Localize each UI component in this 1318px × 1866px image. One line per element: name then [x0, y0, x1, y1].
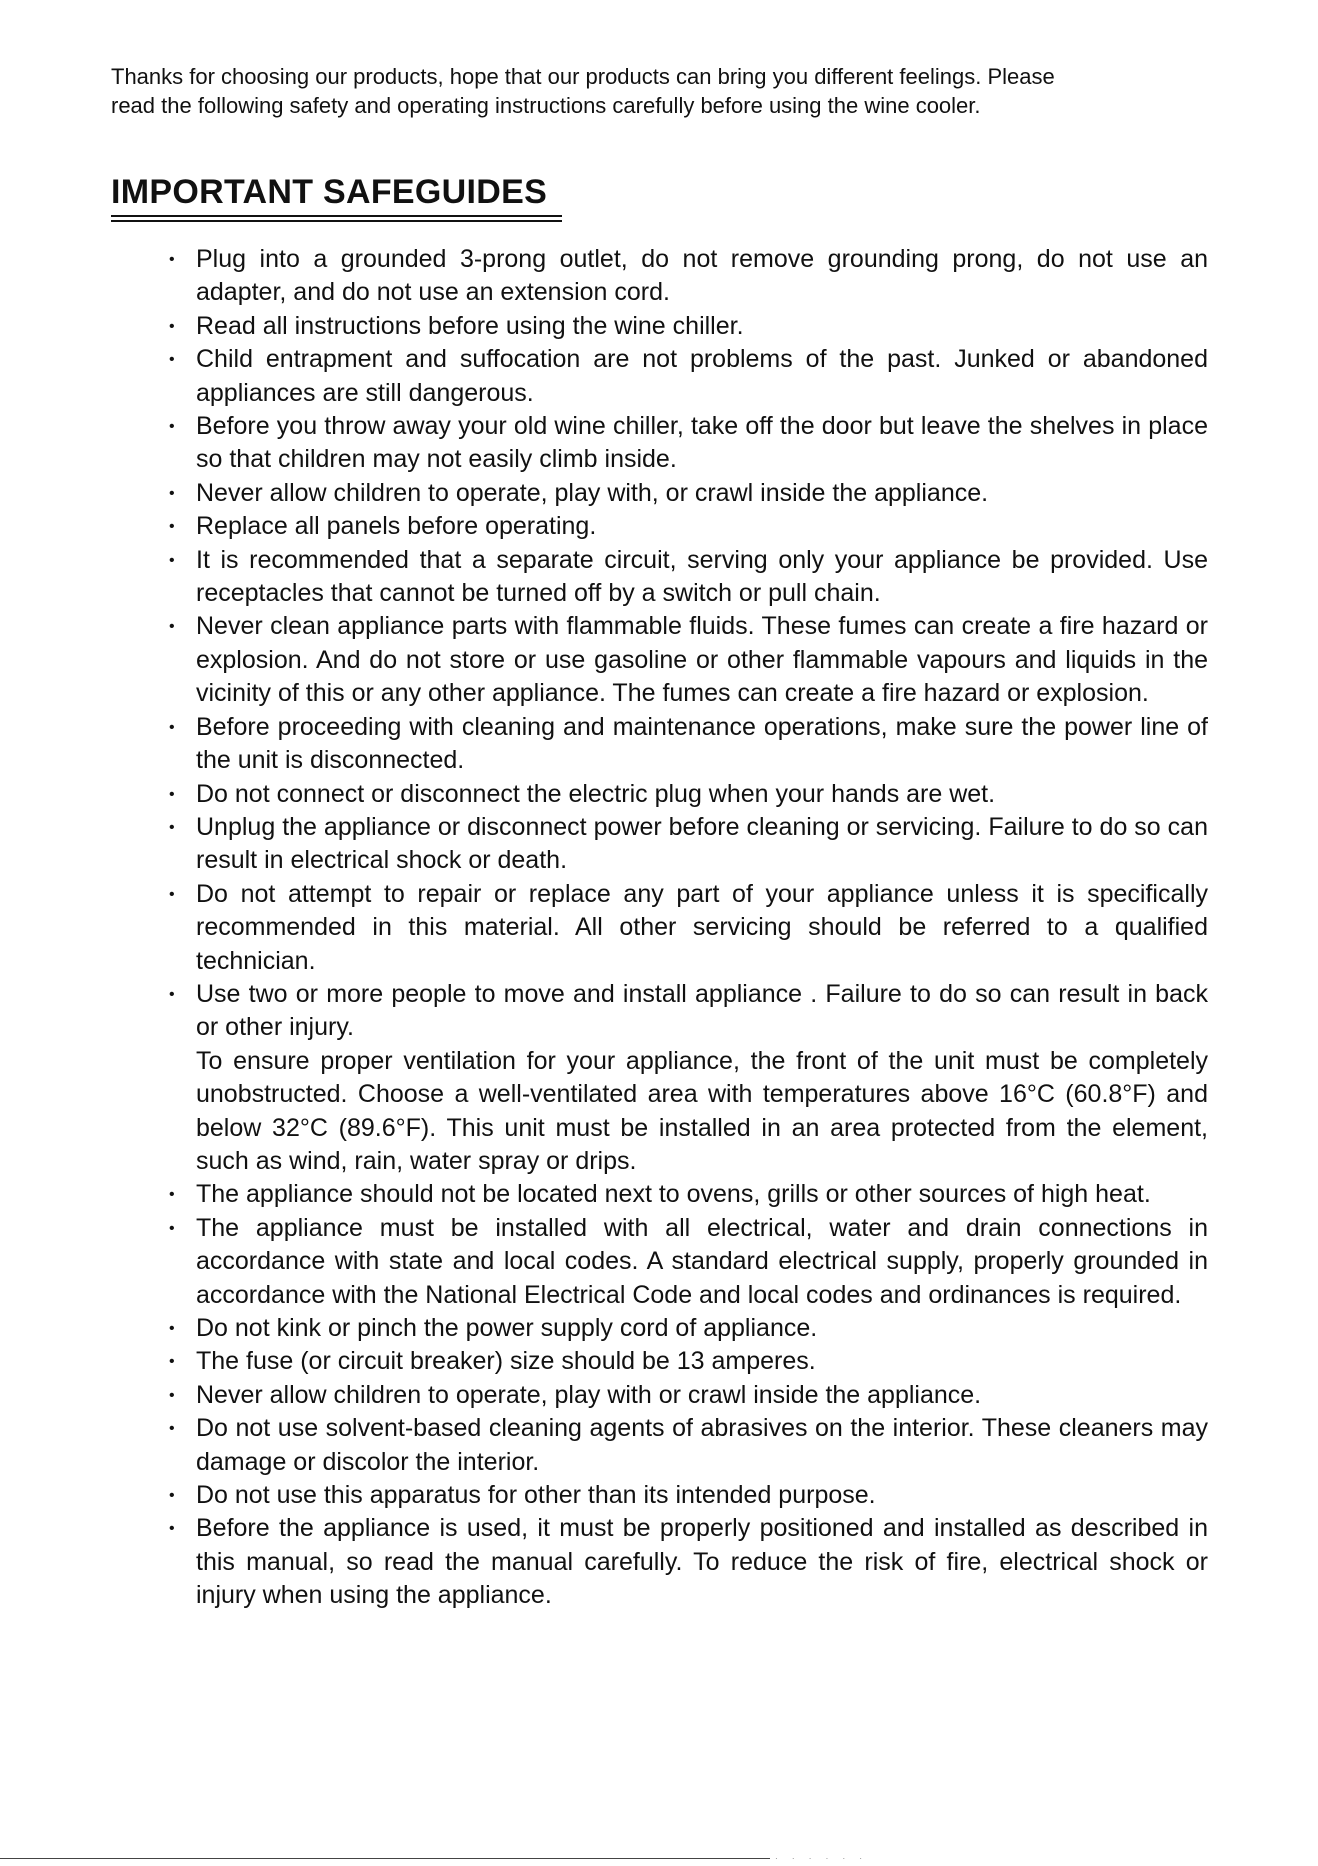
bullet-dot-icon: •	[169, 551, 175, 569]
safeguard-item	[169, 978, 1208, 1045]
safeguard-item-text: Use two or more people to move and install appliance . Failure to do so can result in back or other injury.	[196, 979, 1208, 1042]
bullet-dot-icon: •	[169, 718, 175, 736]
bullet-dot-icon: •	[169, 818, 175, 836]
bullet-dot-icon: •	[169, 1386, 175, 1404]
safeguard-item	[169, 544, 1208, 611]
safeguard-item-text: Unplug the appliance or disconnect power before cleaning or servicing. Failure to do so can result in electrical shock or death.	[196, 812, 1208, 875]
safeguard-item	[169, 1412, 1208, 1479]
safeguard-item	[169, 1178, 1208, 1211]
safeguard-item	[169, 310, 1208, 343]
heading-underline	[111, 215, 562, 217]
safeguard-item-text: Before the appliance is used, it must be properly positioned and installed as described in this manual, so read the manual carefully. To reduce the risk of fire, electrical shock or injury when using the appliance.	[196, 1514, 1208, 1610]
safeguard-item-text: The appliance should not be located next to ovens, grills or other sources of high heat.	[196, 1180, 1151, 1209]
bullet-dot-icon: •	[169, 1520, 175, 1538]
bullet-dot-icon: •	[169, 1186, 175, 1204]
safeguard-item-text: Do not connect or disconnect the electric plug when your hands are wet.	[196, 779, 996, 808]
heading-underline-double	[111, 220, 562, 222]
safeguard-item-text: Never allow children to operate, play with, or crawl inside the appliance.	[196, 478, 989, 507]
safeguard-item	[169, 1212, 1208, 1312]
bullet-dot-icon: •	[169, 1320, 175, 1337]
intro-line-2: read the following safety and operating instructions carefully before using the wine cooler.	[111, 93, 981, 118]
bullet-dot-icon: •	[169, 885, 175, 903]
bullet-dot-icon: •	[169, 251, 175, 268]
bullet-dot-icon: •	[169, 1487, 175, 1505]
safeguard-item-text: Never allow children to operate, play with or crawl inside the appliance.	[196, 1380, 982, 1409]
safeguard-item-text: Child entrapment and suffocation are not problems of the past. Junked or abandoned appliances are still dangerous.	[196, 345, 1208, 407]
safeguard-item-text: Read all instructions before using the wine chiller.	[196, 311, 744, 340]
safeguard-item	[169, 711, 1208, 778]
bullet-dot-icon: •	[169, 351, 175, 369]
safeguard-list	[169, 243, 1208, 1613]
safeguard-item-text: Do not attempt to repair or replace any part of your appliance unless it is specifically recommended in this material. All other servicing should be referred to a qualified technician.	[196, 879, 1208, 975]
safeguard-item	[169, 1379, 1208, 1412]
safeguard-item	[169, 878, 1208, 978]
safeguard-item-text: The appliance must be installed with all electrical, water and drain connections in accordance with state and local codes. A standard electrical supply, properly grounded in accordance with the National Electrical Code and local codes and ordinances is required.	[196, 1213, 1208, 1309]
safeguard-item-text: To ensure proper ventilation for your appliance, the front of the unit must be completely unobstructed. Choose a well-ventilated area with temperatures above 16°C (60.8°F) and below 32°C (89.6°F). This unit must be installed in an area protected from the element, such as wind, rain, water spray or drips.	[196, 1046, 1208, 1175]
safeguard-item	[169, 1312, 1208, 1345]
safeguard-item-text: Plug into a grounded 3-prong outlet, do not remove grounding prong, do not use an adapter, and do not use an extension cord.	[196, 245, 1208, 307]
safeguard-item	[169, 1345, 1208, 1378]
safeguard-item	[196, 1045, 1208, 1179]
bullet-dot-icon: •	[169, 985, 175, 1003]
safeguard-item	[169, 811, 1208, 878]
bullet-dot-icon: •	[169, 618, 175, 636]
bullet-dot-icon: •	[169, 418, 175, 436]
safeguard-item-text: Do not use solvent-based cleaning agents of abrasives on the interior. These cleaners may damage or discolor the interior.	[196, 1414, 1208, 1476]
bullet-dot-icon: •	[169, 484, 175, 502]
footer-scan-marks: · · · · · ·	[775, 1854, 869, 1863]
safeguard-item	[169, 510, 1208, 543]
safeguard-item-text: Before you throw away your old wine chiller, take off the door but leave the shelves in place so that children may not easily climb inside.	[196, 412, 1208, 474]
bullet-dot-icon: •	[169, 1353, 175, 1371]
safeguard-item-text: The fuse (or circuit breaker) size should be 13 amperes.	[196, 1347, 816, 1376]
safeguard-item	[169, 1512, 1208, 1612]
safeguard-item	[169, 410, 1208, 477]
bullet-dot-icon: •	[169, 785, 175, 803]
safeguard-item	[169, 477, 1208, 510]
safeguard-item-text: Replace all panels before operating.	[196, 512, 597, 541]
bullet-dot-icon: •	[169, 518, 175, 536]
safeguard-item	[169, 343, 1208, 410]
safeguard-item-text: Never clean appliance parts with flammable fluids. These fumes can create a fire hazard or explosion. And do not store or use gasoline or other flammable vapours and liquids in the vicinity of this or any other appliance. The fumes can create a fire hazard or explosion.	[196, 612, 1208, 708]
intro-line-1: Thanks for choosing our products, hope that our products can bring you different feelings. Please	[111, 64, 1055, 89]
bullet-dot-icon: •	[169, 1420, 175, 1438]
safeguard-item	[169, 610, 1208, 710]
intro-paragraph	[111, 62, 1211, 120]
section-heading: IMPORTANT SAFEGUIDES	[111, 173, 548, 211]
safeguard-item-text: It is recommended that a separate circuit, serving only your appliance be provided. Use receptacles that cannot be turned off by a switch or pull chain.	[196, 545, 1208, 608]
safeguard-item-text: Do not kink or pinch the power supply cord of appliance.	[196, 1314, 818, 1342]
safeguard-item-text: Do not use this apparatus for other than its intended purpose.	[196, 1481, 876, 1510]
safeguard-item	[169, 1479, 1208, 1512]
safeguard-item-text: Before proceeding with cleaning and maintenance operations, make sure the power line of the unit is disconnected.	[196, 712, 1208, 775]
bullet-dot-icon: •	[169, 317, 175, 335]
bullet-dot-icon: •	[169, 1219, 175, 1237]
safeguard-item	[169, 243, 1208, 310]
safeguard-item	[169, 778, 1208, 811]
footer-rule	[0, 1858, 770, 1859]
